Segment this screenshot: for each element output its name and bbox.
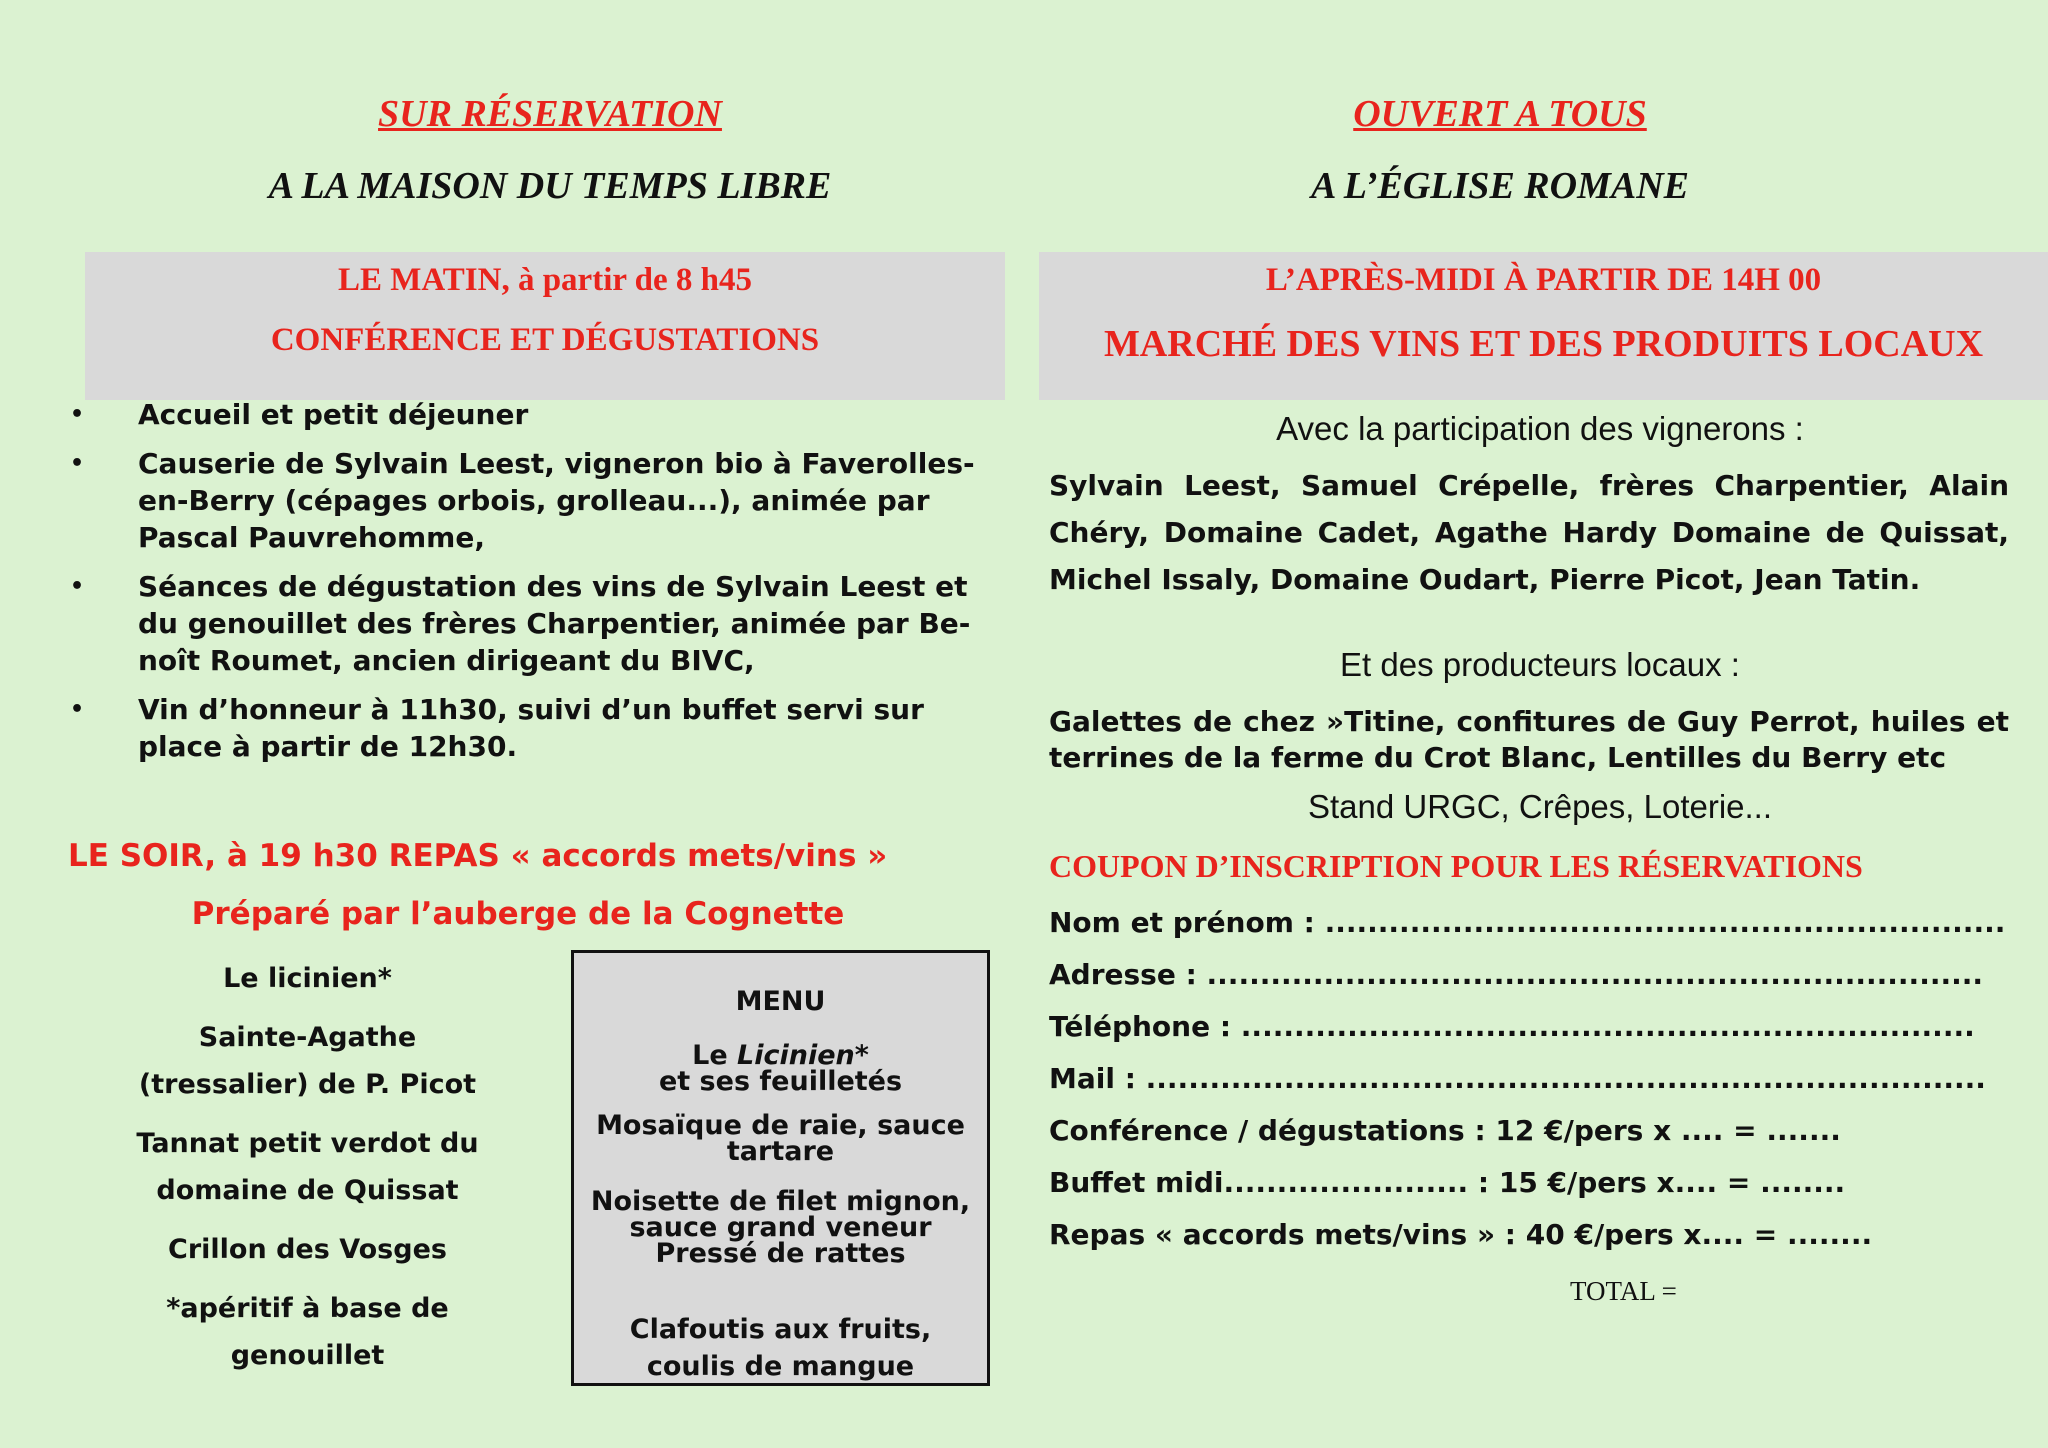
coupon-title: COUPON D’INSCRIPTION POUR LES RÉSERVATIONS <box>1049 848 1863 884</box>
menu-box <box>571 950 990 1386</box>
list-item <box>68 396 998 433</box>
wine-item: Le licinien* <box>223 963 392 994</box>
list-item <box>68 691 998 765</box>
menu-item-italic: Licinien* <box>737 1040 869 1071</box>
bullet-icon: • <box>70 451 85 476</box>
left-header-subtitle: A LA MAISON DU TEMPS LIBRE <box>268 165 832 207</box>
bullet-icon: • <box>70 697 85 722</box>
total-line: TOTAL = <box>1570 1276 1677 1306</box>
afternoon-title: MARCHÉ DES VINS ET DES PRODUITS LOCAUX <box>1103 323 1984 365</box>
morning-time: LE MATIN, à partir de 8 h45 <box>337 262 753 298</box>
bullet-icon: • <box>70 402 85 427</box>
phone-field[interactable]: Téléphone : ..................................................................... <box>1049 1010 1975 1043</box>
menu-item: Noisette de filet mignon, sauce grand veneur Pressé de rattes <box>590 1186 971 1269</box>
buffet-line[interactable]: Buffet midi....................... : 15 €/pers x.... = ........ <box>1049 1166 1846 1199</box>
list-item-text: Vin d’honneur à 11h30, suivi d’un buffet servi sur place à partir de 12h30. <box>138 693 924 763</box>
bullet-icon: • <box>70 574 85 599</box>
list-item-text: Causerie de Sylvain Leest, vigneron bio à Faverolles-en-Berry (cépages orbois, grolleau...), animée par Pascal Pauvrehomme, <box>138 447 975 554</box>
menu-item: Clafoutis aux fruits, coulis de mangue <box>629 1314 932 1382</box>
wine-item: *apéritif à base de genouillet <box>166 1293 449 1371</box>
wine-item: Tannat petit verdot du domaine de Quissat <box>136 1128 479 1206</box>
producers-intro: Et des producteurs locaux : <box>1340 646 1740 683</box>
list-item-text: Accueil et petit déjeuner <box>138 398 529 431</box>
menu-item-rest: et ses feuilletés <box>658 1066 903 1097</box>
evening-title: LE SOIR, à 19 h30 REPAS « accords mets/vins » <box>68 838 888 874</box>
afternoon-time: L’APRÈS-MIDI À PARTIR DE 14H 00 <box>1265 262 1822 298</box>
right-header-title: OUVERT A TOUS <box>1353 93 1647 135</box>
wines-list <box>115 955 500 1379</box>
right-header-subtitle: A L’ÉGLISE ROMANE <box>1311 165 1689 207</box>
vignerons-list: Sylvain Leest, Samuel Crépelle, frères Charpentier, Alain Chéry, Domaine Cadet, Agathe Hardy Domaine de Quissat, Michel Issaly, Domaine Oudart, Pierre Picot, Jean Tatin. <box>1049 469 2009 596</box>
address-field[interactable]: Adresse : ......................................................................... <box>1049 958 1984 991</box>
evening-subtitle: Préparé par l’auberge de la Cognette <box>191 896 845 932</box>
dinner-line[interactable]: Repas « accords mets/vins » : 40 €/pers x.... = ........ <box>1049 1218 1873 1251</box>
menu-item-prefix: Le <box>692 1040 738 1071</box>
producers-list: Galettes de chez »Titine, confitures de Guy Perrot, huiles et terrines de la ferme du Crot Blanc, Lentilles du Berry etc <box>1049 705 2009 774</box>
list-item-text: Séances de dégustation des vins de Sylvain Leest et du genouillet des frères Charpentier, animée par Be-noît Roumet, ancien dirigeant du BIVC, <box>138 570 971 677</box>
list-item <box>68 445 998 556</box>
menu-title: MENU <box>735 986 826 1017</box>
morning-box <box>85 252 1005 400</box>
vignerons-intro: Avec la participation des vignerons : <box>1276 410 1804 447</box>
list-item <box>68 568 998 679</box>
morning-program-list <box>68 396 998 777</box>
wine-item: Sainte-Agathe (tressalier) de P. Picot <box>138 1022 477 1100</box>
mail-field[interactable]: Mail : ............................................................................... <box>1049 1062 1986 1095</box>
morning-title: CONFÉRENCE ET DÉGUSTATIONS <box>270 322 820 358</box>
stand-info: Stand URGC, Crêpes, Loterie... <box>1307 788 1773 825</box>
menu-item: Mosaïque de raie, sauce tartare <box>596 1110 965 1167</box>
menu-item <box>584 1040 977 1097</box>
conference-line[interactable]: Conférence / dégustations : 12 €/pers x .... = ....... <box>1049 1114 1841 1147</box>
afternoon-box <box>1039 252 2048 400</box>
left-header-title: SUR RÉSERVATION <box>378 93 722 135</box>
name-field[interactable]: Nom et prénom : ................................................................ <box>1049 906 2006 939</box>
wine-item: Crillon des Vosges <box>168 1234 447 1265</box>
registration-form <box>1049 905 2039 1253</box>
